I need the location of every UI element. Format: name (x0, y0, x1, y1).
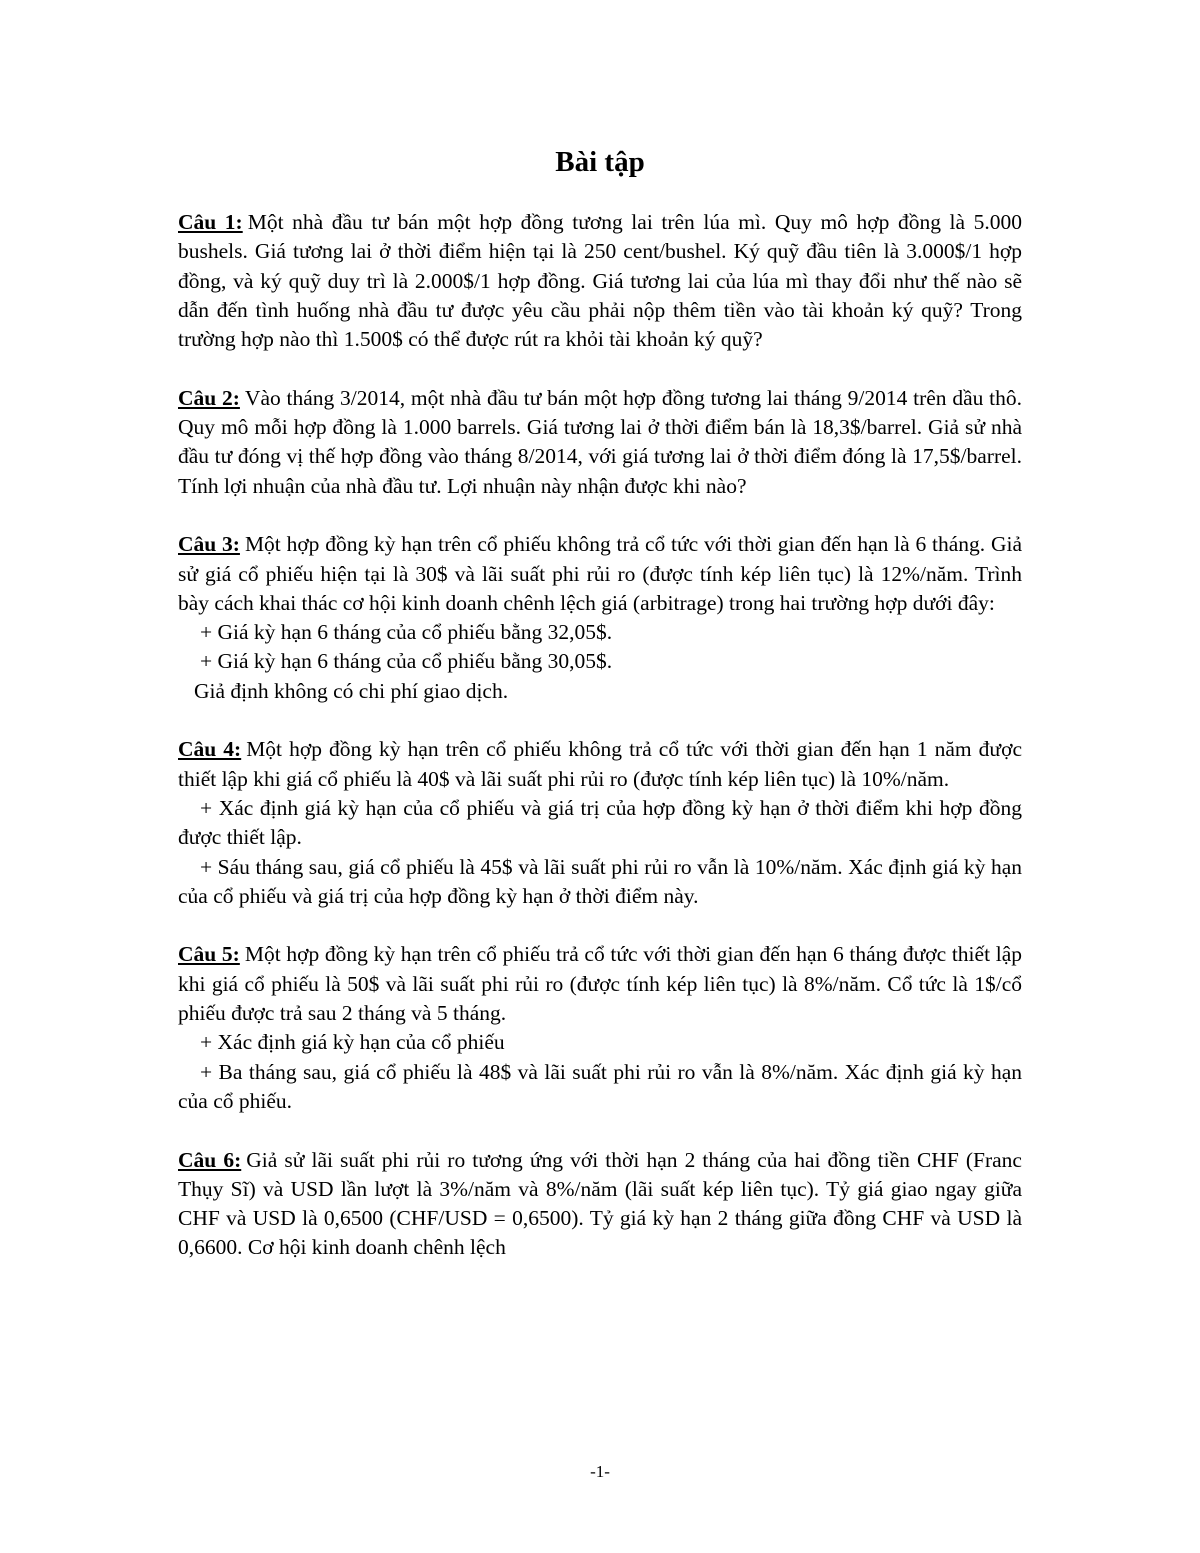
question-label: Câu 3: (178, 532, 240, 557)
question-text: Giả sử lãi suất phi rủi ro tương ứng với thời hạn 2 tháng của hai đồng tiền CHF (Franc Thụy Sĩ) và USD lần lượt là 3%/năm và 8%/năm (lãi suất kép liên tục). Tỷ giá giao ngay giữa CHF và USD là 0,6500 (CHF/USD = 0,6500). Tỷ giá kỳ hạn 2 tháng giữa đồng CHF và USD là 0,6600. Cơ hội kinh doanh chênh lệch (178, 1147, 1022, 1260)
question-2 (178, 384, 1022, 501)
question-text: Một nhà đầu tư bán một hợp đồng tương lai trên lúa mì. Quy mô hợp đồng là 5.000 bushels. Giá tương lai ở thời điểm hiện tại là 250 cent/bushel. Ký quỹ đầu tiên là 3.000$/1 hợp đồng, và ký quỹ duy trì là 2.000$/1 hợp đồng. Giá tương lai của lúa mì thay đổi như thế nào sẽ dẫn đến tình huống nhà đầu tư được yêu cầu phải nộp thêm tiền vào tài khoản ký quỹ? Trong trường hợp nào thì 1.500$ có thể được rút ra khỏi tài khoản ký quỹ? (178, 210, 1022, 352)
question-1 (178, 208, 1022, 354)
question-paragraph (178, 530, 1022, 618)
question-5 (178, 940, 1022, 1116)
question-label: Câu 1: (178, 210, 243, 234)
document-body (178, 208, 1022, 1292)
question-text: Một hợp đồng kỳ hạn trên cổ phiếu không trả cổ tức với thời gian đến hạn 1 năm được thiết lập khi giá cổ phiếu là 40$ và lãi suất phi rủi ro (được tính kép liên tục) là 10%/năm. (178, 737, 1022, 791)
question-label: Câu 4: (178, 737, 242, 762)
question-paragraph (178, 735, 1022, 794)
question-paragraph (178, 384, 1022, 501)
question-paragraph (178, 940, 1022, 1028)
question-bullet: + Xác định giá kỳ hạn của cổ phiếu và giá trị của hợp đồng kỳ hạn ở thời điểm khi hợp đồng được thiết lập. (178, 795, 1022, 850)
question-bullet: + Sáu tháng sau, giá cổ phiếu là 45$ và lãi suất phi rủi ro vẫn là 10%/năm. Xác định giá kỳ hạn của cổ phiếu và giá trị của hợp đồng kỳ hạn ở thời điểm này. (178, 854, 1022, 908)
question-bullet: + Giá kỳ hạn 6 tháng của cổ phiếu bằng 30,05$. (200, 649, 613, 674)
question-text: Một hợp đồng kỳ hạn trên cổ phiếu không trả cổ tức với thời gian đến hạn là 6 tháng. Giả sử giá cổ phiếu hiện tại là 30$ và lãi suất phi rủi ro (được tính kép liên tục) là 12%/năm. Trình bày cách khai thác cơ hội kinh doanh chênh lệch giá (arbitrage) trong hai trường hợp dưới đây: (178, 532, 1022, 615)
question-label: Câu 5: (178, 942, 240, 967)
question-3 (178, 530, 1022, 706)
question-note: Giả định không có chi phí giao dịch. (194, 678, 509, 703)
question-paragraph (178, 1146, 1022, 1263)
question-4 (178, 735, 1022, 911)
question-text: Một hợp đồng kỳ hạn trên cổ phiếu trả cổ tức với thời gian đến hạn 6 tháng được thiết lập khi giá cổ phiếu là 50$ và lãi suất phi rủi ro (được tính kép liên tục) là 8%/năm. Cổ tức là 1$/cổ phiếu được trả sau 2 tháng và 5 tháng. (178, 942, 1022, 1026)
question-6 (178, 1146, 1022, 1263)
page-number: -1- (590, 1462, 610, 1481)
question-label: Câu 6: (178, 1147, 242, 1172)
page-title: Bài tập (555, 146, 645, 178)
question-text: Vào tháng 3/2014, một nhà đầu tư bán một hợp đồng tương lai tháng 9/2014 trên dầu thô. Quy mô mỗi hợp đồng là 1.000 barrels. Giá tương lai ở thời điểm bán là 18,3$/barrel. Giả sử nhà đầu tư đóng vị thế hợp đồng vào tháng 8/2014, với giá tương lai ở thời điểm đóng là 17,5$/barrel. Tính lợi nhuận của nhà đầu tư. Lợi nhuận này nhận được khi nào? (178, 385, 1022, 498)
question-bullet: + Xác định giá kỳ hạn của cổ phiếu (200, 1030, 505, 1055)
question-label: Câu 2: (178, 385, 240, 410)
question-bullet: + Ba tháng sau, giá cổ phiếu là 48$ và lãi suất phi rủi ro vẫn là 8%/năm. Xác định giá kỳ hạn của cổ phiếu. (178, 1059, 1022, 1113)
question-paragraph (178, 208, 1022, 354)
question-bullet: + Giá kỳ hạn 6 tháng của cổ phiếu bằng 32,05$. (200, 620, 613, 645)
